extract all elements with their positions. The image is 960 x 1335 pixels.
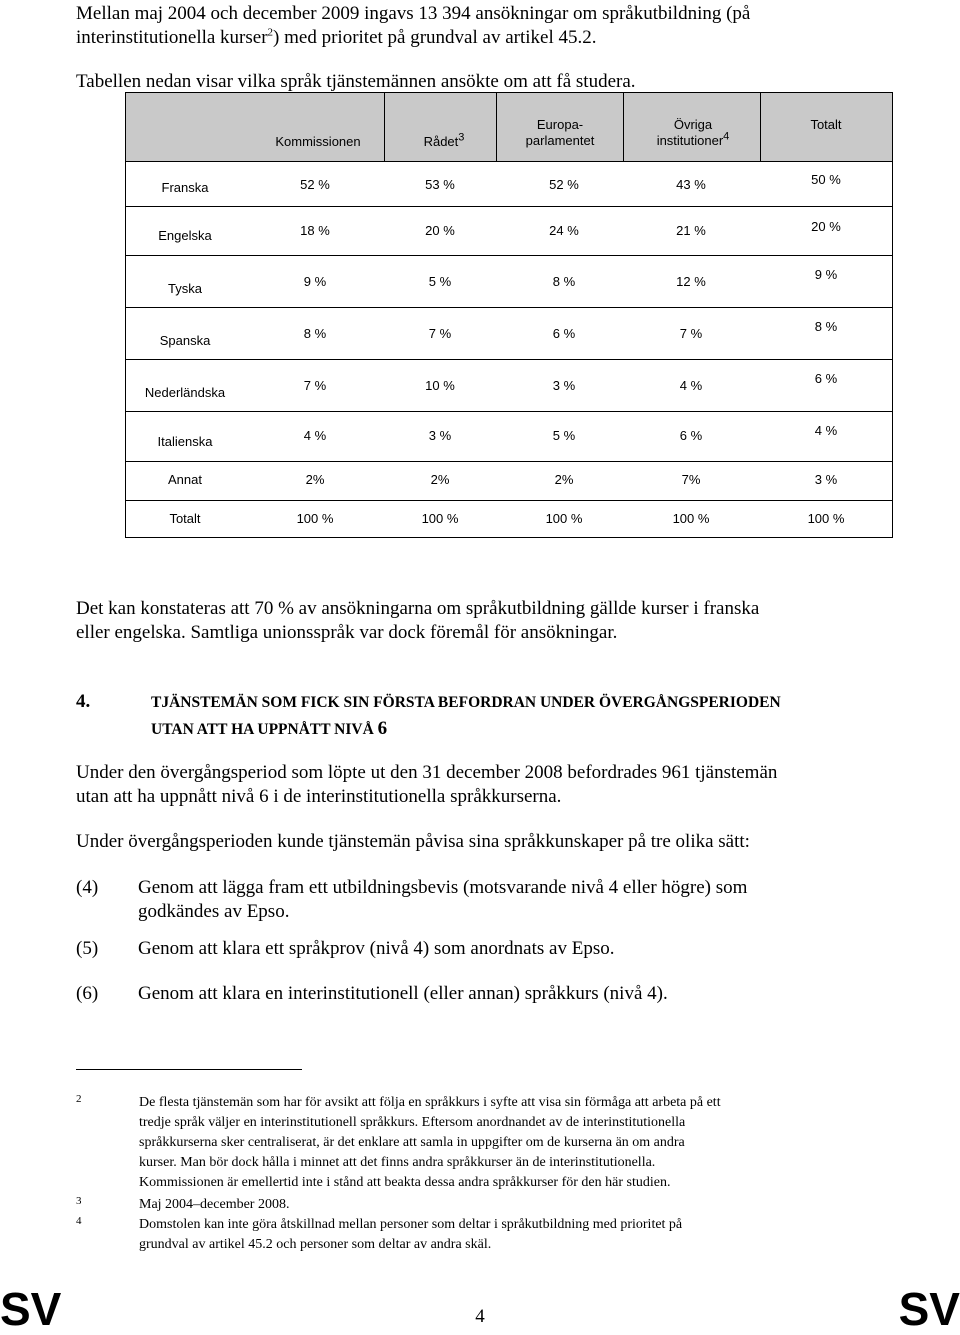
table-header — [126, 93, 892, 162]
table-cell: 2% — [554, 472, 574, 487]
list-item-text: godkändes av Epso. — [138, 901, 290, 922]
footnote-text: Kommissionen är emellertid inte i stånd att beakta dessa andra språkkurser för den här studien. — [139, 1175, 671, 1190]
language-table — [125, 92, 893, 538]
row-label-engelska: Engelska — [158, 228, 212, 243]
footnote-ref-2[interactable]: 2 — [267, 26, 274, 39]
table-cell: 100 % — [807, 511, 845, 526]
footnote-ref-4[interactable]: 4 — [723, 130, 730, 143]
row-divider — [126, 461, 892, 462]
section-para-1-line-1: Under den övergångsperiod som löpte ut den 31 december 2008 befordrades 961 tjänstemän — [76, 762, 778, 783]
table-cell: 7 % — [428, 326, 452, 341]
footnote-text: kurser. Man bör dock hålla i minnet att det finns andra språkkurser än de interinstitutionella. — [139, 1155, 656, 1170]
list-item — [76, 876, 886, 924]
header-europaparlamentet: Europa- parlamentet — [525, 117, 595, 148]
table-cell: 7% — [681, 472, 701, 487]
list-item — [76, 937, 886, 961]
table-cell: 4 % — [303, 428, 327, 443]
table-cell: 100 % — [545, 511, 583, 526]
table-cell: 4 % — [814, 423, 838, 438]
table-cell: 18 % — [300, 223, 330, 238]
row-label-spanska: Spanska — [159, 333, 211, 348]
table-cell: 12 % — [676, 274, 706, 289]
section-para-2: Under övergångsperioden kunde tjänstemän påvisa sina språkkunskaper på tre olika sätt: — [76, 831, 750, 852]
header-radet: Rådet$^3$ — [423, 131, 465, 149]
row-label-italienska: Italienska — [157, 434, 213, 449]
table-cell: 3 % — [814, 472, 838, 487]
table-cell: 2% — [430, 472, 450, 487]
header-divider — [623, 93, 624, 161]
footnote-text: De flesta tjänstemän som har för avsikt att följa en språkkurs i syfte att visa sin förmåga att arbeta på ett — [139, 1095, 721, 1110]
summary-line-2: eller engelska. Samtliga unionsspråk var dock föremål för ansökningar. — [76, 622, 618, 643]
intro-line-3: Tabellen nedan visar vilka språk tjänstemännen ansökte om att få studera. — [76, 71, 636, 92]
summary-line-1: Det kan konstateras att 70 % av ansökningarna om språkutbildning gällde kurser i franska — [76, 598, 760, 619]
table-cell: 100 % — [672, 511, 710, 526]
table-cell: 21 % — [676, 223, 706, 238]
footnote-4 — [76, 1215, 886, 1255]
header-divider — [384, 93, 385, 161]
footer-language-right: SV — [898, 1283, 960, 1335]
table-cell: 8 % — [303, 326, 327, 341]
intro-line-2: interinstitutionella kurser$^2$) med prioritet på grundval av artikel 45.2. — [76, 26, 597, 48]
list-item-text: Genom att lägga fram ett utbildningsbevis (motsvarande nivå 4 eller högre) som — [138, 877, 748, 898]
footnote-text: Maj 2004–december 2008. — [139, 1197, 290, 1212]
section-para-1-line-2: utan att ha uppnått nivå 6 i de interinstitutionella språkkurserna. — [76, 786, 562, 807]
table-cell: 6 % — [679, 428, 703, 443]
list-item-text: Genom att klara ett språkprov (nivå 4) som anordnats av Epso. — [138, 938, 615, 959]
row-label-franska: Franska — [161, 180, 209, 195]
section-number: 4. — [76, 691, 91, 712]
header-divider — [760, 93, 761, 161]
table-cell: 3 % — [428, 428, 452, 443]
table-cell: 53 % — [425, 177, 455, 192]
section-title-line-2: UTAN ATT HA UPPNÅTT NIVÅ 6 — [151, 718, 388, 739]
table-cell: 100 % — [296, 511, 334, 526]
table-cell: 6 % — [814, 371, 838, 386]
row-divider — [126, 255, 892, 256]
header-ovriga-institutioner: Övriga institutioner$^4$ — [656, 117, 730, 148]
footnote-separator — [76, 1069, 302, 1070]
row-divider — [126, 500, 892, 501]
footnote-number: 4 — [76, 1215, 82, 1227]
row-label-nederlandska: Nederländska — [144, 385, 226, 400]
footnote-text: språkkurserna sker centraliserat, är det enklare att samla in uppgifter om de kurserna än om andra — [139, 1135, 685, 1150]
footnote-text: tredje språk väljer en interinstitutionell språkkurs. Eftersom anordnandet av de interinstitutionella — [139, 1115, 686, 1130]
header-divider — [496, 93, 497, 161]
table-cell: 52 % — [549, 177, 579, 192]
table-cell: 9 % — [303, 274, 327, 289]
table-cell: 4 % — [679, 378, 703, 393]
table-cell: 5 % — [428, 274, 452, 289]
row-divider — [126, 206, 892, 207]
row-label-totalt: Totalt — [169, 511, 201, 526]
footnote-text: Domstolen kan inte göra åtskillnad mellan personer som deltar i språkutbildning med prioritet på — [139, 1217, 683, 1232]
table-cell: 6 % — [552, 326, 576, 341]
table-cell: 20 % — [425, 223, 455, 238]
row-label-tyska: Tyska — [168, 281, 202, 296]
header-kommissionen: Kommissionen — [275, 134, 361, 149]
page-number: 4 — [475, 1306, 485, 1327]
table-cell: 50 % — [811, 172, 841, 187]
list-item — [76, 982, 886, 1006]
footnote-ref-3[interactable]: 3 — [458, 131, 465, 144]
row-label-annat: Annat — [168, 472, 202, 487]
footnote-number: 3 — [76, 1195, 82, 1207]
table-cell: 100 % — [421, 511, 459, 526]
table-cell: 9 % — [814, 267, 838, 282]
table-cell: 7 % — [679, 326, 703, 341]
section-heading — [0, 690, 960, 746]
table-cell: 52 % — [300, 177, 330, 192]
header-totalt: Totalt — [810, 117, 842, 132]
footnote-3 — [76, 1195, 886, 1215]
footnote-number: 2 — [76, 1093, 82, 1105]
table-cell: 8 % — [814, 319, 838, 334]
footer-language-left: SV — [0, 1283, 62, 1335]
table-cell: 10 % — [425, 378, 455, 393]
list-item-number: (4) — [76, 877, 99, 898]
table-cell: 24 % — [549, 223, 579, 238]
table-cell: 20 % — [811, 219, 841, 234]
list-item-number: (5) — [76, 938, 99, 959]
section-title-line-1: TJÄNSTEMÄN SOM FICK SIN FÖRSTA BEFORDRAN UNDER ÖVERGÅNGSPERIODEN — [151, 694, 781, 711]
table-cell: 7 % — [303, 378, 327, 393]
row-divider — [126, 307, 892, 308]
table-cell: 2% — [305, 472, 325, 487]
table-cell: 3 % — [552, 378, 576, 393]
footnote-2 — [76, 1093, 886, 1193]
table-cell: 5 % — [552, 428, 576, 443]
intro-line-1: Mellan maj 2004 och december 2009 ingavs 13 394 ansökningar om språkutbildning (på — [76, 3, 751, 24]
footnote-text: grundval av artikel 45.2 och personer som deltar av andra skäl. — [139, 1237, 492, 1252]
row-divider — [126, 411, 892, 412]
list-item-number: (6) — [76, 983, 99, 1004]
table-cell: 8 % — [552, 274, 576, 289]
row-divider — [126, 359, 892, 360]
list-item-text: Genom att klara en interinstitutionell (eller annan) språkkurs (nivå 4). — [138, 983, 668, 1004]
table-cell: 43 % — [676, 177, 706, 192]
